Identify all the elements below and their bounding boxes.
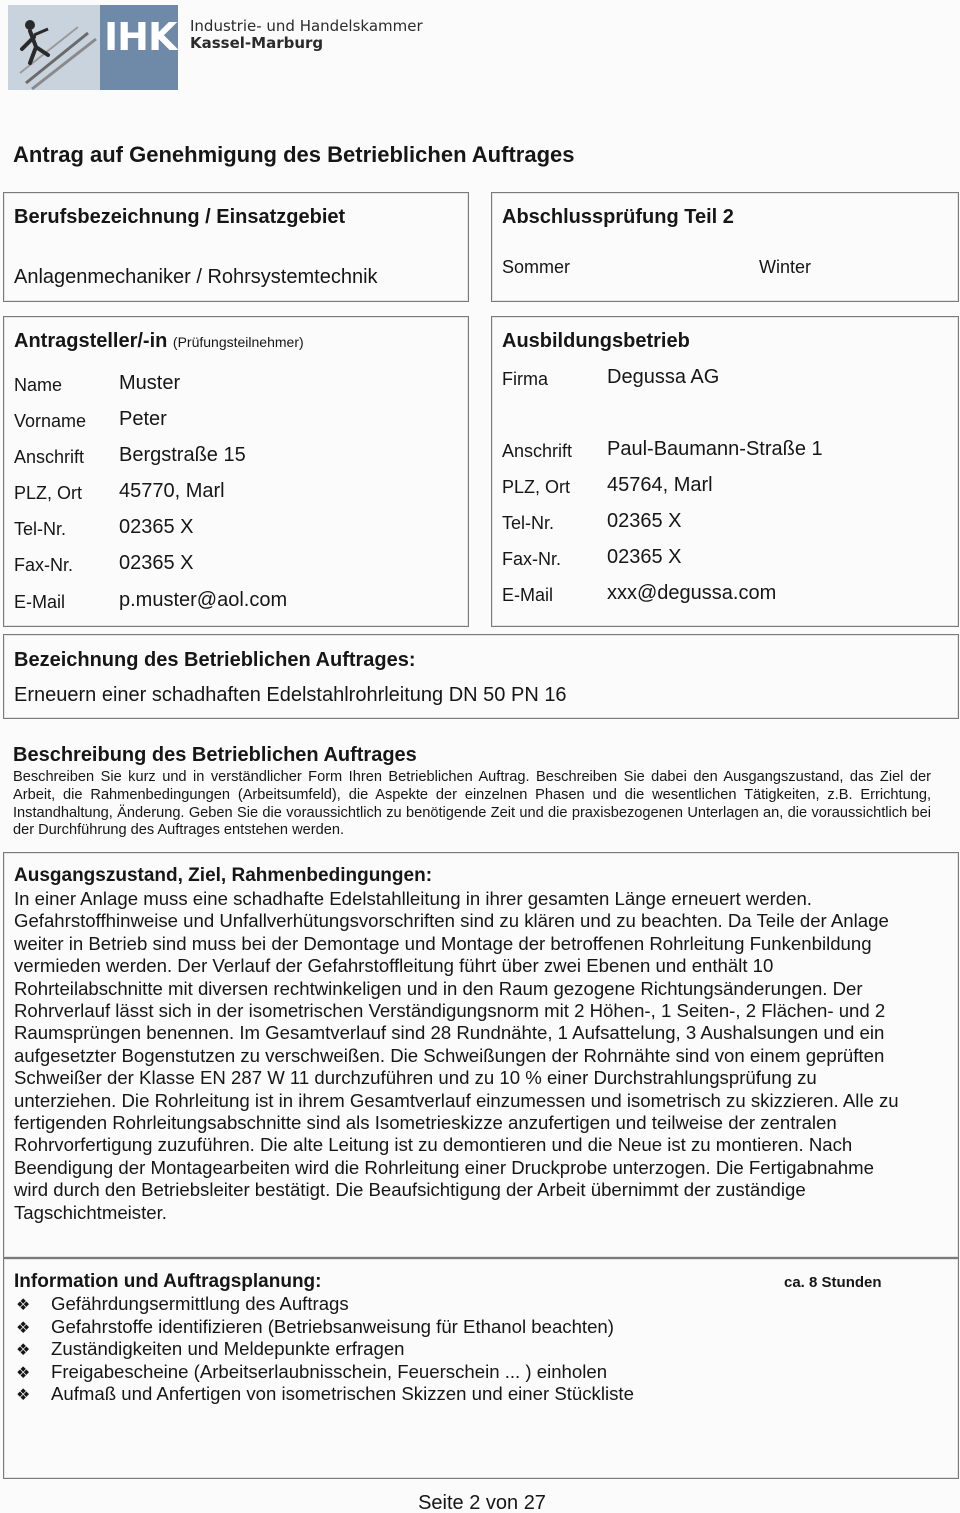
company-box	[491, 316, 959, 627]
company-field-value: Paul-Baumann-Straße 1	[607, 438, 823, 460]
initial-state-line: unterziehen. Die Rohrleitung ist in ihrem Gesamtverlauf einzumessen und isometrisch zu skizzieren. Alle zu	[14, 1089, 899, 1111]
company-field-label: PLZ, Ort	[502, 477, 571, 497]
applicant-field-value: Peter	[119, 408, 167, 430]
initial-state-line: Rohrteilabschnitte mit diversen rechtwinkeligen und in den Raum gezogene Richtungsänderungen. Der	[14, 977, 863, 999]
initial-state-line: Gefahrstoffhinweise und Unfallverhütungsvorschriften sind zu klären und zu beachten. Da Teile der Anlage	[14, 910, 889, 932]
planning-item-text: Freigabescheine (Arbeitserlaubnisschein, Feuerschein ... ) einholen	[51, 1360, 608, 1382]
initial-state-box	[3, 852, 959, 1258]
company-field-label: Anschrift	[502, 441, 573, 461]
applicant-field-value: Bergstraße 15	[119, 444, 246, 466]
initial-state-heading: Ausgangszustand, Ziel, Rahmenbedingungen:	[14, 865, 433, 886]
initial-state-line: fertigenden Rohrleitungsabschnitte sind als Isometrieskizze anzufertigen und teilweise der zentralen	[14, 1112, 837, 1134]
initial-state-line: Raumsprüngen benennen. Im Gesamtverlauf sind 28 Rundnähte, 1 Aufsattelung, 3 Aushalsungen und ein	[14, 1022, 885, 1044]
initial-state-line: aufgesetzter Bogenstutzen zu verschweißen. Die Schweißungen der Rohrnähte sind von einem geprüften	[14, 1044, 885, 1066]
applicant-heading	[14, 330, 304, 353]
exam-option-summer: Sommer	[502, 257, 571, 277]
applicant-field-label: Fax-Nr.	[14, 555, 74, 575]
company-field-value: 02365 X	[607, 546, 682, 568]
exam-box	[491, 192, 959, 302]
initial-state-line: In einer Anlage muss eine schadhafte Edelstahlleitung in ihrer gesamten Länge erneuert werden.	[14, 888, 812, 909]
document-title: Antrag auf Genehmigung des Betrieblichen Auftrages	[13, 142, 575, 167]
planning-list-item	[16, 1338, 405, 1360]
applicant-field-label: Vorname	[14, 411, 87, 431]
order-name-value: Erneuern einer schadhaften Edelstahlrohrleitung DN 50 PN 16	[14, 684, 567, 706]
description-instruction: Beschreiben Sie kurz und in verständlicher Form Ihren Betrieblichen Auftrag. Beschreiben Sie dabei den Ausgangszustand, das Ziel der Arbeit, die Rahmenbedingungen (Arbeitsumfeld), die Aspekte der einzelnen Phasen und die wesentlichen Tätigkeiten, z.B. Errichtung, Instandhaltung, Änderung. Geben Sie die voraussichtlich zu benötigende Zeit und die praxisbezogenen Unterlagen an, die voraussichtlich bei der Durchführung des Auftrages entstehen werden.	[13, 769, 931, 839]
applicant-field-value: 45770, Marl	[119, 480, 225, 502]
order-name-box	[3, 634, 959, 719]
chamber-name-line1: Industrie- und Handelskammer	[190, 17, 423, 35]
bullet-diamond-icon: ❖	[16, 1364, 31, 1382]
ihk-logo	[8, 5, 178, 90]
initial-state-line: Beendigung der Montagearbeiten wird die Rohrleitung einer Druckprobe unterzogen. Die Fertigabnahme	[14, 1156, 874, 1178]
planning-item-text: Gefahrstoffe identifizieren (Betriebsanweisung für Ethanol beachten)	[51, 1315, 614, 1337]
bullet-diamond-icon: ❖	[16, 1342, 31, 1359]
bullet-diamond-icon: ❖	[16, 1387, 31, 1404]
applicant-heading-text: Antragsteller/-in	[14, 330, 168, 352]
planning-item-text: Aufmaß und Anfertigen von isometrischen Skizzen und einer Stückliste	[51, 1383, 634, 1404]
planning-box	[3, 1258, 959, 1479]
planning-item-text: Zuständigkeiten und Meldepunkte erfragen	[51, 1338, 405, 1359]
applicant-field-label: Anschrift	[14, 447, 85, 467]
planning-list-item	[16, 1383, 634, 1405]
job-heading: Berufsbezeichnung / Einsatzgebiet	[14, 206, 346, 228]
company-field-label: Fax-Nr.	[502, 549, 562, 569]
applicant-box	[3, 316, 469, 627]
applicant-heading-note: (Prüfungsteilnehmer)	[172, 334, 304, 350]
initial-state-line: Rohrvorfertigung zuzuführen. Die alte Leitung ist zu demontieren und die Neue ist zu montieren. Nach	[14, 1134, 853, 1156]
planning-list-item	[16, 1361, 607, 1383]
page-number: Seite 2 von 27	[418, 1492, 546, 1513]
planning-time: ca. 8 Stunden	[784, 1274, 882, 1291]
chamber-name-line2: Kassel-Marburg	[190, 34, 324, 52]
planning-item-text: Gefährdungsermittlung des Auftrags	[51, 1293, 349, 1314]
bullet-diamond-icon: ❖	[16, 1297, 31, 1314]
applicant-field-label: PLZ, Ort	[14, 483, 83, 503]
applicant-field-label: Name	[14, 375, 63, 395]
applicant-field-value: 02365 X	[119, 552, 194, 574]
company-field-label: Firma	[502, 369, 548, 389]
applicant-field-label: E-Mail	[14, 592, 66, 612]
initial-state-line: Schweißer der Klasse EN 287 W 11 durchzuführen und zu 10 % einer Durchstrahlungsprüfung zu	[14, 1067, 817, 1089]
applicant-field-value: Muster	[119, 372, 181, 394]
applicant-field-value: p.muster@aol.com	[119, 589, 288, 611]
applicant-field-label: Tel-Nr.	[14, 519, 67, 539]
initial-state-line: Tagschichtmeister.	[14, 1201, 167, 1223]
company-heading: Ausbildungsbetrieb	[502, 330, 690, 352]
applicant-field-value: 02365 X	[119, 516, 194, 538]
job-value: Anlagenmechaniker / Rohrsystemtechnik	[14, 266, 378, 288]
initial-state-line: wird durch den Betriebsleiter bestätigt. Die Beaufsichtigung der Arbeit übernimmt der zuständige	[14, 1179, 806, 1201]
planning-list-item	[16, 1293, 349, 1315]
job-box	[3, 192, 469, 302]
planning-list-item	[16, 1316, 614, 1338]
company-field-value: Degussa AG	[607, 366, 720, 388]
initial-state-line: vermieden werden. Der Verlauf der Gefahrstoffleitung führt über zwei Ebenen und enthält 10	[14, 955, 774, 977]
company-field-value: 45764, Marl	[607, 474, 713, 496]
exam-option-winter: Winter	[759, 257, 812, 277]
description-heading: Beschreibung des Betrieblichen Auftrages	[13, 744, 417, 766]
initial-state-line: Rohrverlauf lässt sich in der isometrischen Verständigungsnorm mit 2 Höhen-, 1 Seiten-, 2 Flächen- und 2	[14, 1000, 886, 1022]
logo-figure-icon	[8, 5, 100, 90]
company-field-value: 02365 X	[607, 510, 682, 532]
planning-heading: Information und Auftragsplanung:	[14, 1271, 322, 1292]
initial-state-text	[14, 888, 954, 1224]
logo-text: IHK	[104, 15, 177, 59]
exam-heading: Abschlussprüfung Teil 2	[502, 206, 734, 228]
order-name-heading: Bezeichnung des Betrieblichen Auftrages:	[14, 649, 416, 671]
bullet-diamond-icon: ❖	[16, 1319, 31, 1337]
company-field-label: E-Mail	[502, 585, 554, 605]
initial-state-line: weiter in Betrieb sind muss bei der Demontage und Montage der betroffenen Rohrleitung Funkenbildung	[14, 932, 872, 954]
company-field-label: Tel-Nr.	[502, 513, 555, 533]
company-field-value: xxx@degussa.com	[607, 582, 777, 604]
